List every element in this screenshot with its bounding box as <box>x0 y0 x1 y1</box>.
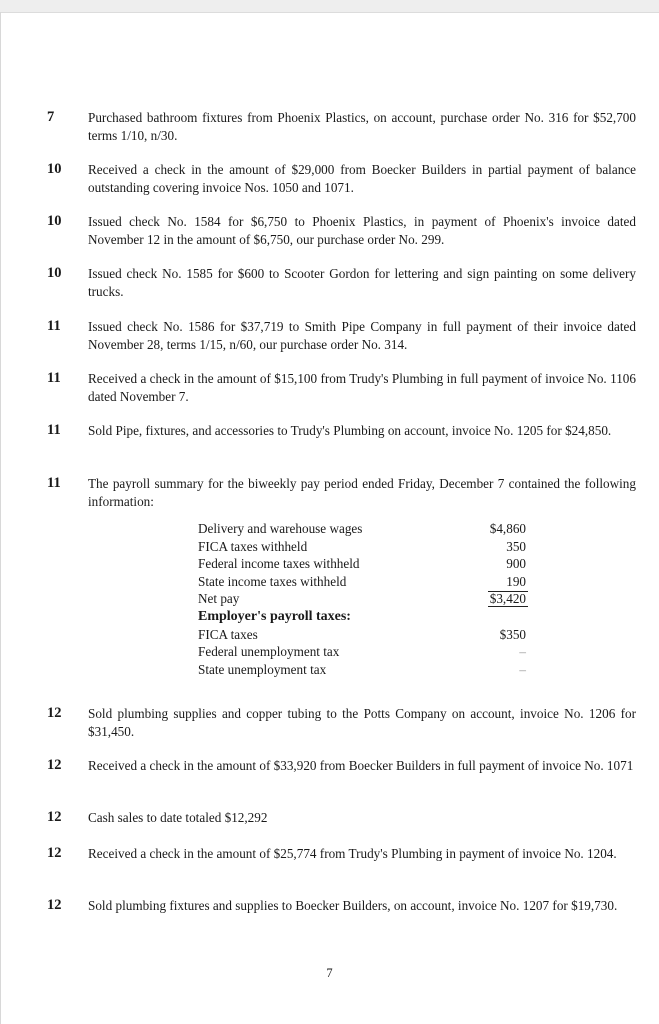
entry-text: The payroll summary for the biweekly pay period ended Friday, December 7 contained the following information: <box>88 476 636 509</box>
employer-tax-value: – <box>519 644 526 660</box>
entry-text: Sold Pipe, fixtures, and accessories to Trudy's Plumbing on account, invoice No. 1205 for $24,850. <box>88 423 612 438</box>
page-number: 7 <box>326 966 333 980</box>
payroll-row <box>198 538 538 556</box>
entry-text: Sold plumbing supplies and copper tubing to the Potts Company on account, invoice No. 1206 for $31,450. <box>88 706 636 739</box>
payroll-summary-table <box>198 520 538 678</box>
payroll-row <box>198 520 538 538</box>
entry-text: Issued check No. 1586 for $37,719 to Smith Pipe Company in full payment of their invoice dated November 28, terms 1/15, n/60, our purchase order No. 314. <box>88 319 636 352</box>
entry-day: 10 <box>47 161 62 177</box>
entry-day: 11 <box>47 422 61 438</box>
viewer-top-bar <box>0 0 659 13</box>
payroll-label: State income taxes withheld <box>198 573 347 589</box>
payroll-value: 350 <box>506 538 526 554</box>
employer-tax-label: Federal unemployment tax <box>198 644 340 660</box>
payroll-row <box>198 573 538 591</box>
entry-text: Purchased bathroom fixtures from Phoenix Plastics, on account, purchase order No. 316 for $52,700 terms 1/10, n/30. <box>88 110 636 143</box>
payroll-label: Net pay <box>198 591 240 607</box>
entry-text: Sold plumbing fixtures and supplies to Boecker Builders, on account, invoice No. 1207 for $19,730. <box>88 898 618 913</box>
entry-day: 7 <box>47 109 55 125</box>
entry-text: Issued check No. 1584 for $6,750 to Phoenix Plastics, in payment of Phoenix's invoice dated November 12 in the amount of $6,750, our purchase order No. 299. <box>88 214 636 247</box>
payroll-row-net-pay <box>198 590 538 608</box>
entry-day: 12 <box>47 705 62 721</box>
entry-day: 12 <box>47 809 62 825</box>
entry-text: Issued check No. 1585 for $600 to Scooter Gordon for lettering and sign painting on some delivery trucks. <box>88 266 636 299</box>
payroll-value: 900 <box>506 556 526 572</box>
payroll-value: 190 <box>506 573 526 589</box>
employer-tax-value: – <box>519 661 526 677</box>
entry-day: 12 <box>47 845 62 861</box>
payroll-row <box>198 555 538 573</box>
entry-day: 10 <box>47 213 62 229</box>
entry-text: Received a check in the amount of $15,100 from Trudy's Plumbing in full payment of invoice No. 1106 dated November 7. <box>88 371 636 404</box>
payroll-label: Federal income taxes withheld <box>198 556 360 572</box>
employer-tax-value: $350 <box>499 626 526 642</box>
payroll-label: Delivery and warehouse wages <box>198 521 363 536</box>
employer-tax-label: FICA taxes <box>198 626 258 642</box>
entry-day: 12 <box>47 897 62 913</box>
employer-tax-row <box>198 626 538 644</box>
entry-text: Cash sales to date totaled $12,292 <box>88 810 268 825</box>
entry-day: 11 <box>47 475 61 491</box>
payroll-label: FICA taxes withheld <box>198 538 308 554</box>
entry-day: 11 <box>47 318 61 334</box>
payroll-value: $4,860 <box>489 521 526 536</box>
entry-day: 10 <box>47 265 62 281</box>
entry-text: Received a check in the amount of $29,000 from Boecker Builders in partial payment of balance outstanding covering invoice Nos. 1050 and 1071. <box>88 162 636 195</box>
employer-taxes-heading: Employer's payroll taxes: <box>198 608 351 624</box>
employer-taxes-heading-row <box>198 608 538 626</box>
page-left-edge <box>0 12 1 1024</box>
entry-day: 12 <box>47 757 62 773</box>
entry-day: 11 <box>47 370 61 386</box>
payroll-net-pay-value: $3,420 <box>489 591 526 607</box>
entry-text: Received a check in the amount of $33,920 from Boecker Builders in full payment of invoice No. 1071 <box>88 758 634 773</box>
employer-tax-row <box>198 661 538 679</box>
employer-tax-row <box>198 643 538 661</box>
employer-tax-label: State unemployment tax <box>198 661 327 677</box>
entry-text: Received a check in the amount of $25,774 from Trudy's Plumbing in payment of invoice No. 1204. <box>88 846 617 861</box>
